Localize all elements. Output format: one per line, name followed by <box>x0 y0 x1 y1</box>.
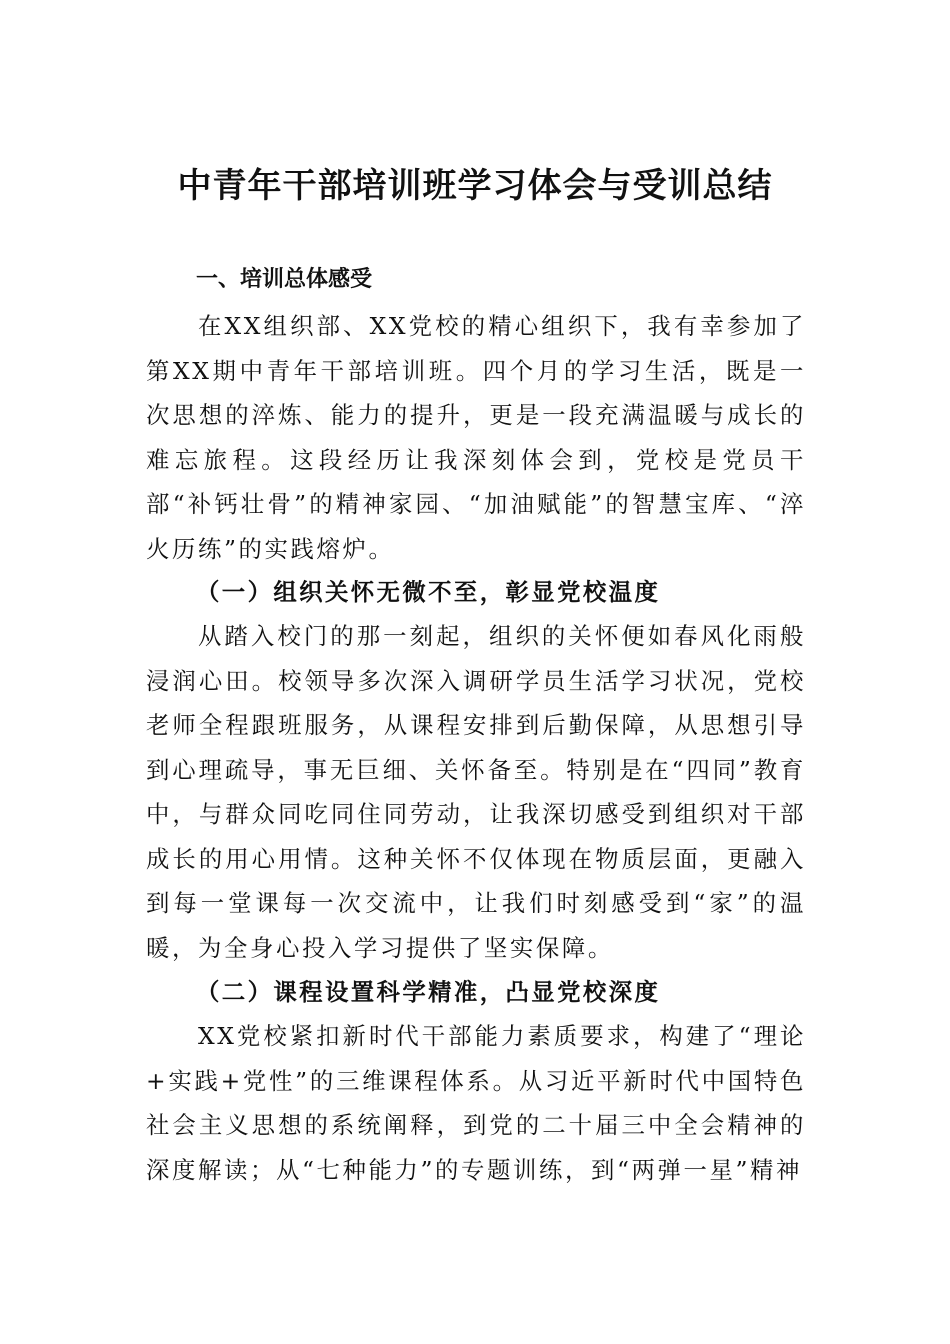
section-heading-1: 一、培训总体感受 <box>196 267 373 292</box>
subsection-heading-1: （一）组织关怀无微不至，彰显党校温度 <box>196 578 661 606</box>
subsection-heading-2: （二）课程设置科学精准，凸显党校深度 <box>196 978 661 1006</box>
paragraph-2: 从踏入校门的那一刻起，组织的关怀便如春风化雨般浸润心田。校领导多次深入调研学员生活学习状况，党校老师全程跟班服务，从课程安排到后勤保障，从思想引导到心理疏导，事无巨细、关怀备至。特别是在“四同”教育中，与群众同吃同住同劳动，让我深切感受到组织对干部成长的用心用情。这种关怀不仅体现在物质层面，更融入到每一堂课每一次交流中，让我们时刻感受到“家”的温暖，为全身心投入学习提供了坚实保障。 <box>146 622 806 962</box>
paragraph-3: XX党校紧扣新时代干部能力素质要求，构建了“理论+实践+党性”的三维课程体系。从习近平新时代中国特色社会主义思想的系统阐释，到党的二十届三中全会精神的深度解读；从“七种能力”的专题训练，到“两弹一星”精神 <box>146 1022 806 1184</box>
document-title: 中青年干部培训班学习体会与受训总结 <box>177 166 773 206</box>
paragraph-1: 在XX组织部、XX党校的精心组织下，我有幸参加了第XX期中青年干部培训班。四个月的学习生活，既是一次思想的淬炼、能力的提升，更是一段充满温暖与成长的难忘旅程。这段经历让我深刻体会到，党校是党员干部“补钙壮骨”的精神家园、“加油赋能”的智慧宝库、“淬火历练”的实践熔炉。 <box>146 312 806 563</box>
